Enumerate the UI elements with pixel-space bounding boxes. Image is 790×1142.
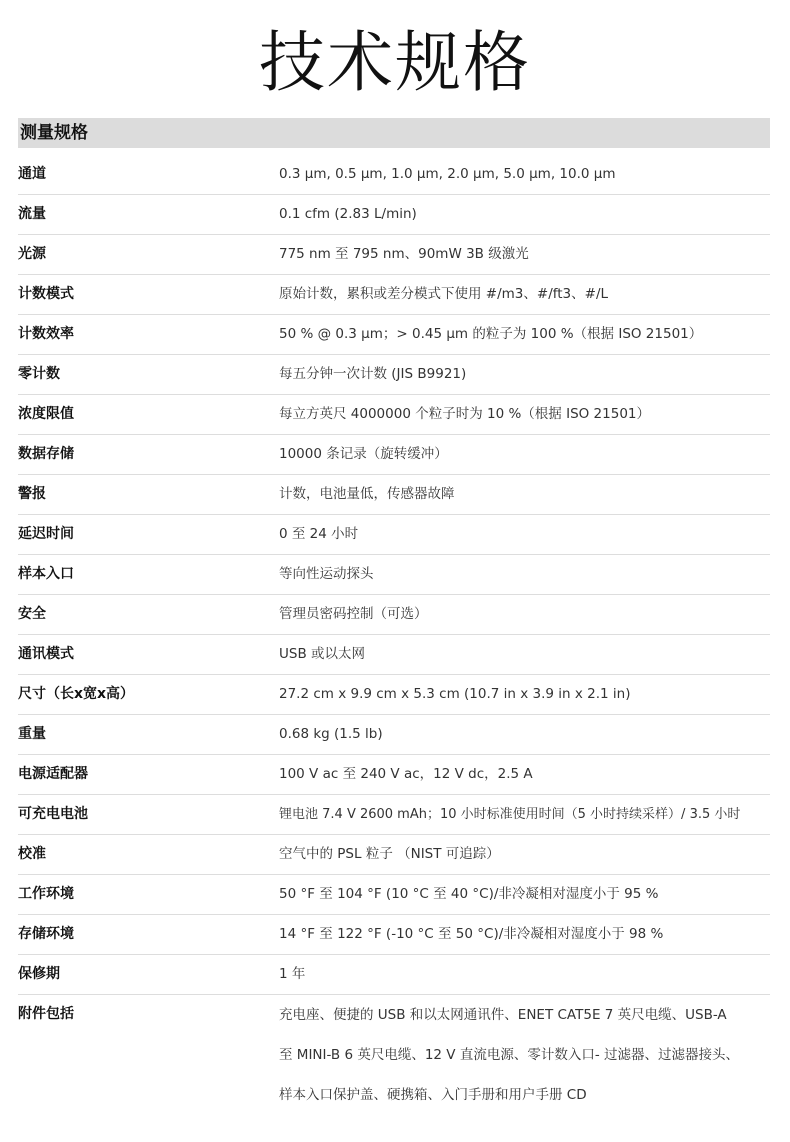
spec-row [18,875,770,915]
spec-label: 浓度限值 [18,406,74,422]
spec-label: 电源适配器 [18,766,88,782]
spec-value: 50 % @ 0.3 μm；> 0.45 μm 的粒子为 100 %（根据 ISO 21501） [279,326,703,342]
spec-row [18,715,770,755]
spec-label: 光源 [18,246,46,262]
spec-value: 775 nm 至 795 nm、90mW 3B 级激光 [279,246,529,262]
spec-row [18,915,770,955]
spec-row [18,515,770,555]
spec-label: 通讯模式 [18,646,74,662]
spec-label: 流量 [18,206,46,222]
spec-row [18,435,770,475]
spec-row [18,275,770,315]
spec-label: 计数效率 [18,326,74,342]
spec-row [18,355,770,395]
spec-label: 计数模式 [18,286,74,302]
spec-label: 校准 [18,846,46,862]
section-header [18,118,770,148]
spec-value: 14 °F 至 122 °F (-10 °C 至 50 °C)/非冷凝相对湿度小于 98 % [279,926,664,942]
spec-label: 警报 [18,486,46,502]
spec-value: 每立方英尺 4000000 个粒子时为 10 %（根据 ISO 21501） [279,406,650,422]
spec-value: USB 或以太网 [279,646,366,662]
spec-row [18,835,770,875]
accessories-line: 至 MINI-B 6 英尺电缆、12 V 直流电源、零计数入口- 过滤器、过滤器接头、 [279,1047,739,1063]
spec-row [18,395,770,435]
spec-label: 零计数 [18,366,60,382]
spec-label: 样本入口 [18,566,74,582]
spec-value: 10000 条记录（旋转缓冲） [279,446,448,462]
accessories-line: 样本入口保护盖、硬携箱、入门手册和用户手册 CD [279,1087,587,1103]
spec-label: 延迟时间 [18,526,74,542]
spec-value: 50 °F 至 104 °F (10 °C 至 40 °C)/非冷凝相对湿度小于 95 % [279,886,659,902]
spec-label: 重量 [18,726,46,742]
spec-label: 数据存储 [18,446,74,462]
spec-label: 附件包括 [18,1006,74,1022]
spec-value: 0.68 kg (1.5 lb) [279,726,383,742]
page-title: 技术规格 [259,24,531,101]
spec-label: 工作环境 [18,886,74,902]
spec-row [18,235,770,275]
spec-value: 锂电池 7.4 V 2600 mAh；10 小时标准使用时间（5 小时持续采样）/ 3.5 小时 [279,807,741,822]
spec-label: 可充电电池 [18,806,88,822]
spec-row [18,475,770,515]
spec-value: 0 至 24 小时 [279,526,359,542]
spec-row [18,795,770,835]
spec-table [18,155,770,1115]
spec-label: 安全 [18,606,46,622]
spec-value: 计数，电池量低，传感器故障 [279,486,455,502]
spec-row [18,195,770,235]
spec-row [18,315,770,355]
spec-value-accessories [279,995,739,1115]
spec-value: 等向性运动探头 [279,566,374,582]
spec-label: 尺寸（长x宽x高） [18,686,135,702]
spec-value: 原始计数，累积或差分模式下使用 #/m3、#/ft3、#/L [279,286,609,302]
spec-value: 空气中的 PSL 粒子 （NIST 可追踪） [279,846,500,862]
section-title: 测量规格 [20,123,88,143]
spec-row [18,635,770,675]
spec-row [18,595,770,635]
spec-value: 0.3 μm, 0.5 μm, 1.0 μm, 2.0 μm, 5.0 μm, 10.0 μm [279,166,616,182]
spec-value: 27.2 cm x 9.9 cm x 5.3 cm (10.7 in x 3.9 in x 2.1 in) [279,686,631,702]
spec-label: 通道 [18,166,46,182]
spec-value: 100 V ac 至 240 V ac，12 V dc，2.5 A [279,766,533,782]
spec-value: 管理员密码控制（可选） [279,606,428,622]
spec-row [18,155,770,195]
spec-value: 0.1 cfm (2.83 L/min) [279,206,417,222]
accessories-line: 充电座、便捷的 USB 和以太网通讯件、ENET CAT5E 7 英尺电缆、USB-A [279,1007,727,1023]
spec-label: 存储环境 [18,926,74,942]
spec-row [18,675,770,715]
spec-row-accessories [18,995,770,1115]
spec-value: 每五分钟一次计数 (JIS B9921) [279,366,467,382]
spec-label: 保修期 [18,966,60,982]
spec-row [18,955,770,995]
spec-row [18,555,770,595]
spec-value: 1 年 [279,966,306,982]
spec-row [18,755,770,795]
